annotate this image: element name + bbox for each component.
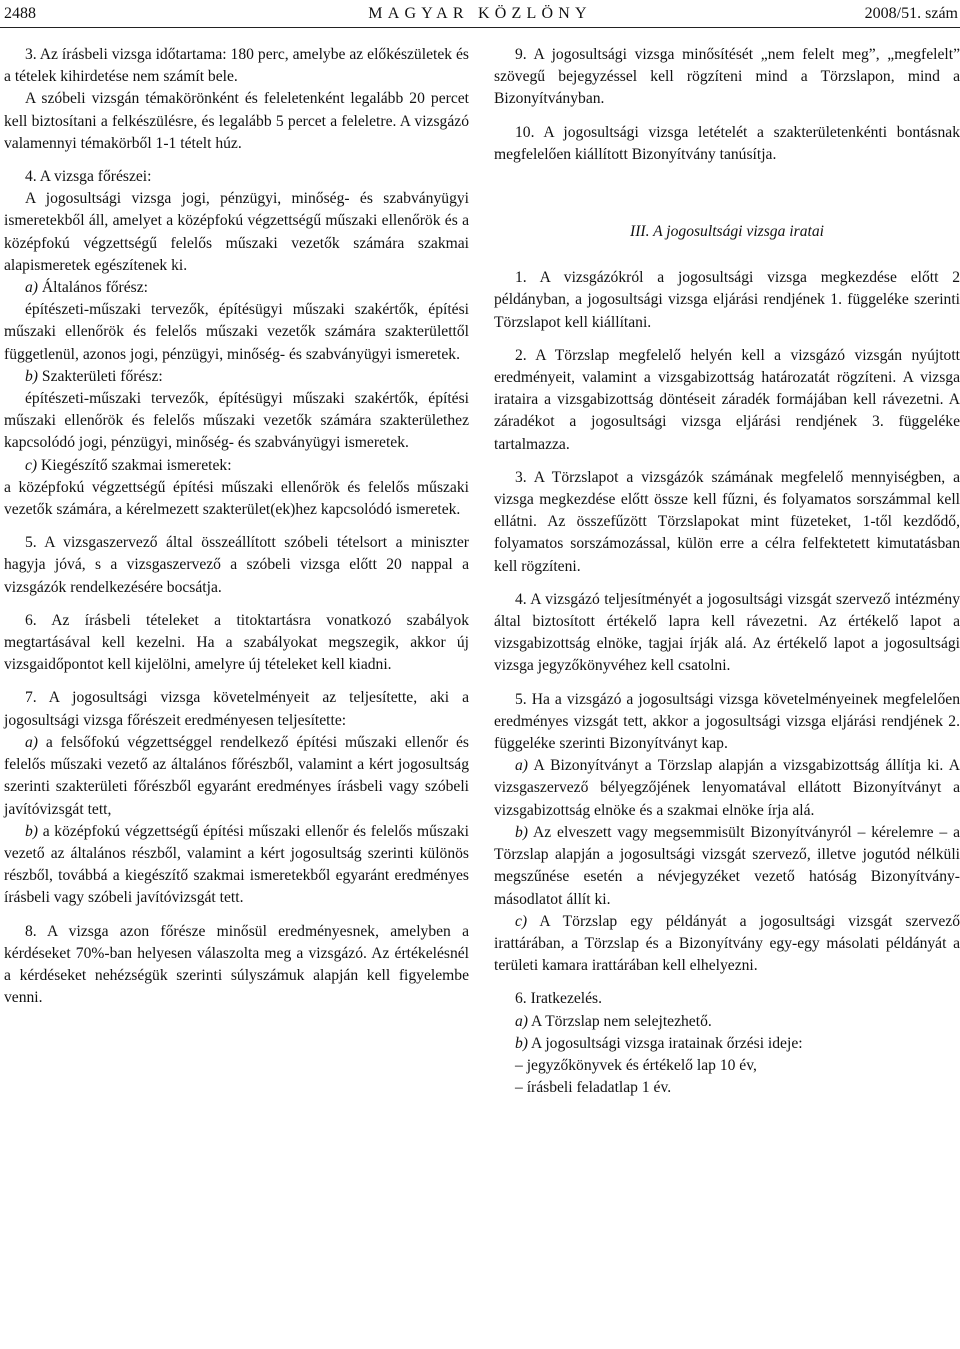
subsection-c-title-text: Kiegészítő szakmai ismeretek:	[41, 456, 232, 474]
label-6a: a)	[515, 1012, 528, 1030]
header-rule	[0, 27, 960, 28]
record-2: 2. A Törzslap megfelelő helyén kell a vizsgázó vizsgán nyújtott eredményeit, valamint a vizsgabizottság határozatát rögzíteni. A vizsga irataira a vizsgabizottság döntéseit záradék formájában kell rávezetni. A záradékot a jogosultsági vizsga eljárási rendjének 3. függeléke tartalmazza.	[494, 346, 960, 453]
label-5b: b)	[515, 823, 528, 841]
right-column	[494, 44, 960, 1099]
retention-item-1: – jegyzőkönyvek és értékelő lap 10 év,	[515, 1056, 757, 1074]
label-b: b)	[25, 367, 38, 385]
paragraph-3b: A szóbeli vizsgán témakörönként és feleletenként legalább 20 percet kell biztosítani a felkészülésre, és legalább 5 percet a feleletre. A vizsgázó valamennyi témakörből 1-1 tételt húz.	[4, 90, 469, 152]
record-5a-text: A Bizonyítványt a Törzslap alapján a vizsgabizottság állítja ki. A vizsgaszervező bélyegzőjének lenyomatával ellátott Bizonyítványt a vizsgabizottság elnöke és a szakmai elnöke írja alá.	[494, 757, 960, 819]
record-6b-text: A jogosultsági vizsga iratainak őrzési ideje:	[531, 1034, 803, 1052]
label-5c: c)	[515, 912, 528, 930]
paragraph-4b: A jogosultsági vizsga jogi, pénzügyi, minőség- és szabványügyi ismeretekből áll, amelyet a középfokú végzettségű műszaki ellenőrök és a középfokú végzettségű felelős műszaki vezetők számára szakmai alapismeretek egészítenek ki.	[4, 190, 469, 274]
subsection-b-body: építészeti-műszaki tervezők, építésügyi műszaki szakértők, építési műszaki ellenőrök és felelős műszaki vezetők számára szakterülethez kapcsolódó jogi, pénzügyi, minőség- és szabványügyi ismeretek.	[4, 390, 469, 452]
paragraph-7b-text: a középfokú végzettségű építési műszaki ellenőr és felelős műszaki vezető az általános részből, valamint a kért jogosultság szerinti különös részből, továbbá a kiegészítő szakmai ismeretekből egyaránt eredményes írásbeli vagy szóbeli javítóvizsgát tett.	[4, 822, 469, 907]
paragraph-3: 3. Az írásbeli vizsga időtartama: 180 perc, amelybe az előkészületek és a tételek kihirdetése nem számít bele.	[4, 46, 469, 86]
section-title: III. A jogosultsági vizsga iratai	[630, 223, 824, 241]
paragraph-4: 4. A vizsga főrészei:	[25, 168, 152, 186]
record-6a	[494, 1011, 960, 1033]
subsection-a-body: építészeti-műszaki tervezők, építésügyi műszaki szakértők, építési műszaki ellenőrök és felelős műszaki vezetők számára szakterülettől függetlenül, azonos jogi, pénzügyi, minőség- és szabványügyi ismeretek.	[4, 301, 469, 363]
label-a: a)	[25, 279, 38, 297]
page-header	[0, 0, 960, 26]
record-5c	[494, 911, 960, 978]
record-6a-text: A Törzslap nem selejtezhető.	[531, 1012, 712, 1030]
record-5b-text: Az elveszett vagy megsemmisült Bizonyítványról – kérelemre – a Törzslap alapján a jogosultsági vizsgát szervező, illetve jogutód nélküli megszűnése esetén a névjegyzéket vezető hatóság Bizonyítvány-másodlatot állít ki.	[494, 823, 960, 908]
paragraph-7a	[4, 732, 469, 821]
record-3: 3. A Törzslapot a vizsgázók számának megfelelő mennyiségben, a vizsga megkezdése előtt össze kell fűzni, és folyamatos sorszámmal kell ellátni. Az összefűzött Törzslapokat mint füzeteket, 1-től kezdődő, folyamatos sorszámozással, külön erre a célra felfektetett kimutatásban kell rögzíteni.	[494, 468, 960, 575]
record-6b	[494, 1033, 960, 1055]
record-5a	[494, 755, 960, 822]
paragraph-6: 6. Az írásbeli tételeket a titoktartásra vonatkozó szabályok megtartásával kell kezelni. Ha a szabályokat megszegik, akkor új vizsgaidőpontot kell kijelölni, amelyre új tételeket kell kiadni.	[4, 611, 469, 674]
left-column	[4, 44, 469, 1009]
publication-title: MAGYAR KÖZLÖNY	[368, 5, 592, 22]
label-7a: a)	[25, 733, 38, 751]
subsection-b-title	[4, 366, 469, 388]
subsection-a-title-text: Általános főrész:	[41, 279, 148, 297]
subsection-c-body: a középfokú végzettségű építési műszaki ellenőrök és felelős műszaki vezetők számára, a kérelmezett szakterület(ek)hez kapcsolódó ismeretek.	[4, 478, 469, 519]
paragraph-7b	[4, 821, 469, 910]
paragraph-7a-text: a felsőfokú végzettséggel rendelkező építési műszaki ellenőr és felelős műszaki vezető az általános főrészből, valamint a kért jogosultság szerinti szakterületi főrészből egyaránt eredményes írásbeli vagy szóbeli javítóvizsgát tett,	[4, 733, 469, 818]
paragraph-8: 8. A vizsga azon főrésze minősül eredményesnek, amelyben a kérdéseket 70%-ban helyesen válaszolta meg a vizsgázó. Az értékelésnél a kérdéseket nehézségük szerinti súlyszámuk alapján kell figyelembe venni.	[4, 922, 469, 1007]
record-5c-text: A Törzslap egy példányát a jogosultsági vizsgát szervező irattárában, a Törzslap és a Bizonyítvány egy-egy másolati példányát a területi kamara irattárában kell elhelyezni.	[494, 912, 960, 975]
record-5: 5. Ha a vizsgázó a jogosultsági vizsga követelményeinek megfelelően eredményes vizsgát tett, akkor a jogosultsági vizsga eljárási rendjének 2. függeléke szerinti Bizonyítványt kap.	[494, 690, 960, 753]
subsection-c-title	[4, 455, 469, 477]
retention-item-2: – írásbeli feladatlap 1 év.	[515, 1079, 672, 1097]
label-7b: b)	[25, 822, 38, 840]
paragraph-10: 10. A jogosultsági vizsga letételét a szakterületenkénti bontásnak megfelelően kiállított Bizonyítvány tanúsítja.	[494, 123, 960, 163]
record-5b	[494, 822, 960, 911]
paragraph-5: 5. A vizsgaszervező által összeállított szóbeli tételsort a miniszter hagyja jóvá, s a vizsgaszervező a szóbeli vizsga előtt 20 nappal a vizsgázók rendelkezésére bocsátja.	[4, 534, 469, 596]
label-c: c)	[25, 456, 38, 474]
issue-number: 2008/51. szám	[864, 5, 958, 22]
label-5a: a)	[515, 757, 528, 775]
record-6: 6. Iratkezelés.	[515, 990, 603, 1008]
subsection-a-title	[4, 277, 469, 299]
paragraph-9: 9. A jogosultsági vizsga minősítését „nem felelt meg”, „megfelelt” szövegű bejegyzéssel kell rögzíteni mind a Törzslapon, mind a Bizonyítványban.	[494, 46, 960, 108]
record-1: 1. A vizsgázókról a jogosultsági vizsga megkezdése előtt 2 példányban, a jogosultsági vizsga eljárási rendjének 1. függeléke szerinti Törzslapot kell kiállítani.	[494, 269, 960, 331]
paragraph-7: 7. A jogosultsági vizsga követelményeit az teljesítette, aki a jogosultsági vizsga főrészeit eredményesen teljesítette:	[4, 689, 469, 729]
record-4: 4. A vizsgázó teljesítményét a jogosultsági vizsgát szervező intézmény által biztosított értékelő lapra kell rávezetni. Az értékelő lapot a vizsgabizottság elnöke, tagjai írják alá. Az értékelő lapot a jogosultsági vizsga jegyzőkönyvéhez kell csatolni.	[494, 590, 960, 675]
subsection-b-title-text: Szakterületi főrész:	[41, 367, 163, 385]
label-6b: b)	[515, 1034, 528, 1052]
page-number: 2488	[4, 5, 36, 22]
